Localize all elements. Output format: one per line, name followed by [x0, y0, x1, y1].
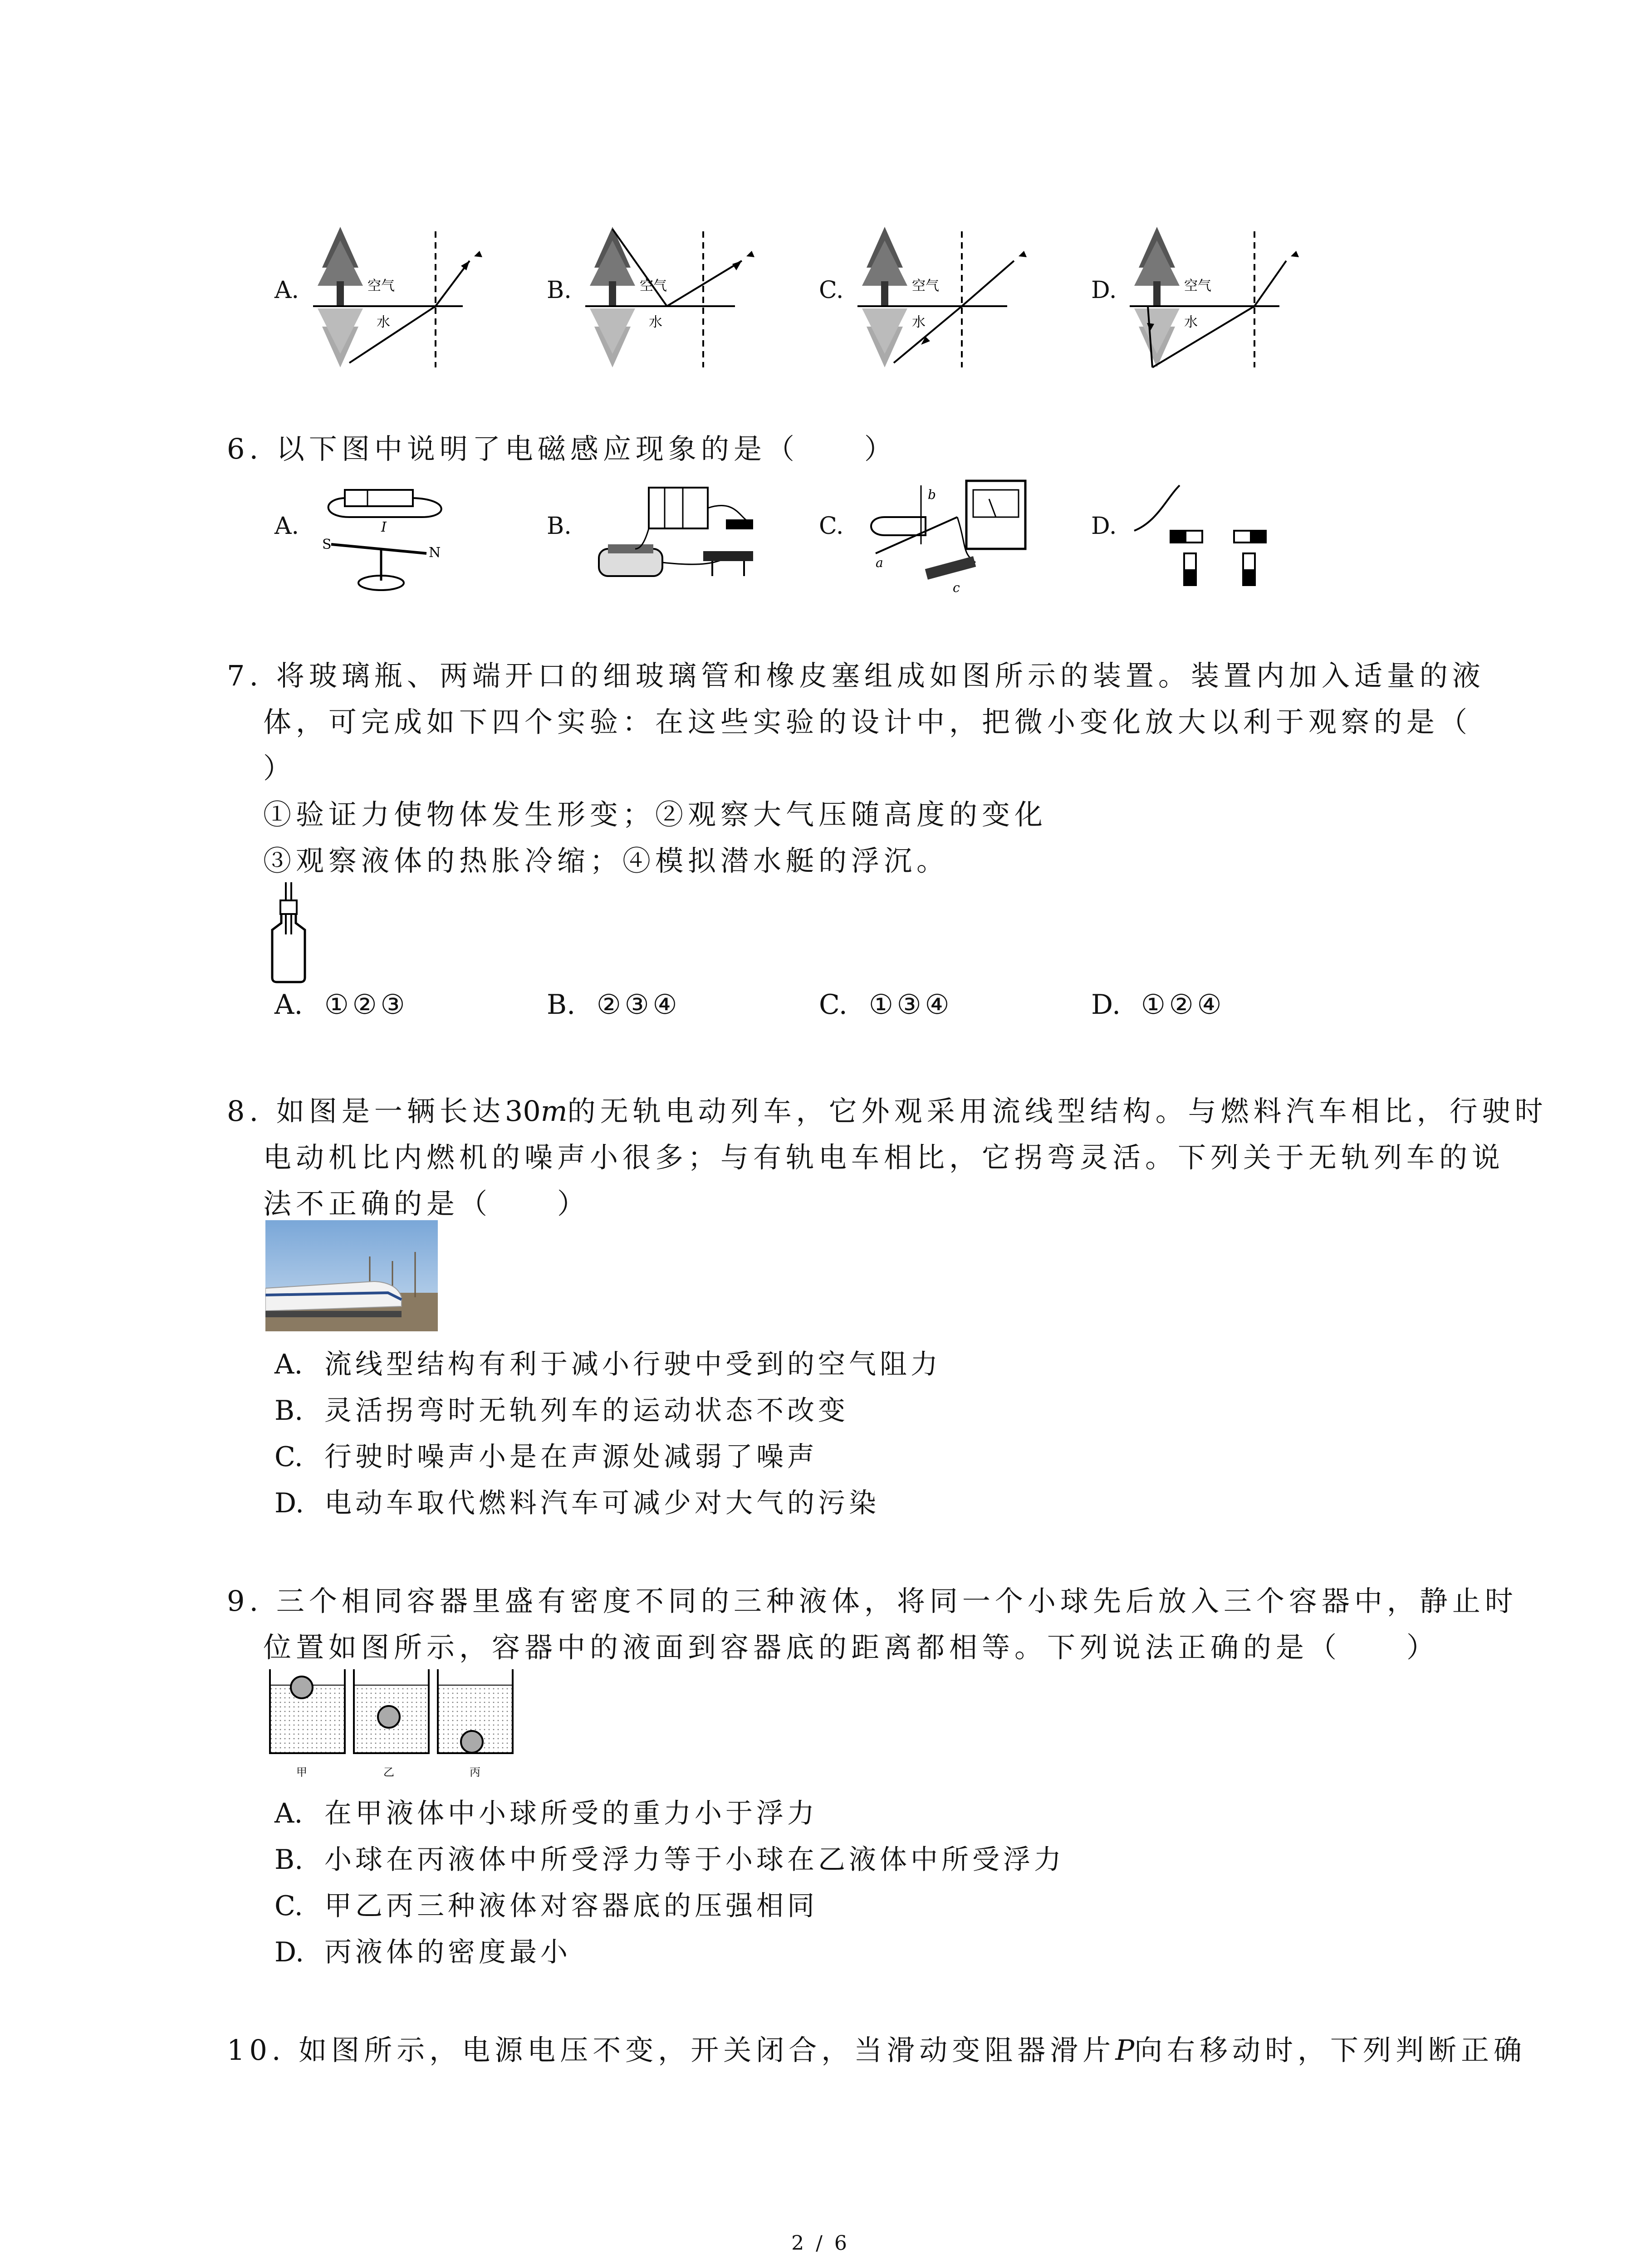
svg-text:S: S — [322, 537, 332, 552]
page-number: 2 / 6 — [791, 2232, 850, 2255]
q9-choice-c[interactable]: C. 甲乙丙三种液体对容器底的压强相同 — [274, 1890, 818, 1922]
air-label: 空气 — [1184, 278, 1211, 294]
q6-diagram-b-motor[interactable] — [590, 481, 762, 594]
q5-diagram-d[interactable] — [1130, 222, 1302, 372]
q7-line-4: ①验证力使物体发生形变；②观察大气压随高度的变化 — [263, 798, 1048, 831]
water-label: 水 — [649, 314, 662, 330]
eye-icon — [1019, 251, 1027, 257]
air-label: 空气 — [367, 278, 395, 294]
q9-choice-a[interactable]: A. 在甲液体中小球所受的重力小于浮力 — [274, 1798, 818, 1829]
q8-choice-d[interactable]: D. 电动车取代燃料汽车可减少对大气的污染 — [274, 1487, 880, 1519]
water-label: 水 — [1184, 314, 1198, 330]
q8-choice-a[interactable]: A. 流线型结构有利于减小行驶中受到的空气阻力 — [274, 1349, 941, 1380]
q7-line-1: 7. 将玻璃瓶、两端开口的细玻璃管和橡皮塞组成如图所示的装置。装置内加入适量的液 — [227, 659, 1485, 692]
svg-text:N: N — [429, 545, 441, 561]
eye-icon — [1291, 251, 1299, 257]
q8-line-3: 法不正确的是（ ） — [263, 1187, 590, 1220]
q7-line-3: ） — [263, 752, 296, 785]
container-bing — [438, 1669, 513, 1779]
q7-choice-c[interactable]: C. ①③④ — [819, 989, 953, 1021]
q9-choice-d[interactable]: D. 丙液体的密度最小 — [274, 1936, 571, 1968]
q6-stem: 6. 以下图中说明了电磁感应现象的是（ ） — [227, 432, 897, 465]
svg-text:a: a — [876, 555, 883, 570]
q6-diagram-a-oersted[interactable] — [313, 481, 467, 594]
svg-text:丙: 丙 — [470, 1766, 480, 1779]
q9-line-1: 9. 三个相同容器里盛有密度不同的三种液体，将同一个小球先后放入三个容器中，静止时 — [227, 1584, 1518, 1618]
q8-line-2: 电动机比内燃机的噪声小很多；与有轨电车相比，它拐弯灵活。下列关于无轨列车的说 — [263, 1141, 1505, 1174]
tree-icon — [318, 227, 363, 367]
q8-line-1: 8. 如图是一辆长达30m的无轨电动列车，它外观采用流线型结构。与燃料汽车相比，行驶时 — [227, 1095, 1548, 1128]
eye-icon — [746, 251, 754, 257]
tree-icon — [862, 227, 907, 367]
svg-text:I: I — [381, 519, 387, 535]
water-label: 水 — [912, 314, 926, 330]
q6-diagram-d-magnets[interactable] — [1130, 481, 1293, 590]
air-label: 空气 — [640, 278, 667, 294]
svg-text:c: c — [953, 580, 960, 595]
eye-icon — [474, 251, 482, 257]
q5-option-b-letter: B. — [547, 277, 572, 304]
q9-containers-figure — [265, 1665, 519, 1783]
q5-option-c-letter: C. — [819, 277, 844, 304]
q6-option-d-letter: D. — [1091, 513, 1117, 540]
svg-text:甲: 甲 — [296, 1766, 307, 1779]
q6-option-a-letter: A. — [274, 513, 299, 540]
q5-diagram-c[interactable] — [857, 222, 1030, 372]
q6-option-c-letter: C. — [819, 513, 844, 540]
q7-line-5: ③观察液体的热胀冷缩；④模拟潜水艇的浮沉。 — [263, 844, 950, 877]
q8-train-photo — [265, 1220, 438, 1331]
svg-text:乙: 乙 — [383, 1766, 394, 1779]
container-yi — [354, 1669, 429, 1779]
q9-line-2: 位置如图所示，容器中的液面到容器底的距离都相等。下列说法正确的是（ ） — [263, 1631, 1440, 1664]
q6-diagram-c-induction[interactable] — [857, 472, 1048, 599]
q7-line-2: 体，可完成如下四个实验：在这些实验的设计中，把微小变化放大以利于观察的是（ — [263, 705, 1472, 738]
q5-diagram-b[interactable] — [585, 222, 758, 372]
q5-diagram-a[interactable] — [313, 222, 485, 372]
q7-choice-a[interactable]: A. ①②③ — [274, 989, 409, 1021]
q8-choice-c[interactable]: C. 行驶时噪声小是在声源处减弱了噪声 — [274, 1441, 818, 1473]
q7-choice-b[interactable]: B. ②③④ — [547, 989, 681, 1021]
q6-option-b-letter: B. — [547, 513, 572, 540]
tree-icon — [590, 227, 635, 367]
q5-option-a-letter: A. — [274, 277, 299, 304]
q10-line-1: 10. 如图所示，电源电压不变，开关闭合，当滑动变阻器滑片P向右移动时，下列判断正确 — [227, 2033, 1527, 2067]
air-label: 空气 — [912, 278, 939, 294]
q9-choice-b[interactable]: B. 小球在丙液体中所受浮力等于小球在乙液体中所受浮力 — [274, 1844, 1065, 1876]
q8-choice-b[interactable]: B. 灵活拐弯时无轨列车的运动状态不改变 — [274, 1395, 849, 1427]
svg-text:b: b — [928, 487, 936, 502]
water-label: 水 — [377, 314, 390, 330]
q7-choice-d[interactable]: D. ①②④ — [1091, 989, 1225, 1021]
tree-icon — [1134, 227, 1180, 367]
q5-option-d-letter: D. — [1091, 277, 1117, 304]
q7-bottle-figure[interactable] — [263, 880, 318, 984]
container-jia — [270, 1669, 345, 1779]
